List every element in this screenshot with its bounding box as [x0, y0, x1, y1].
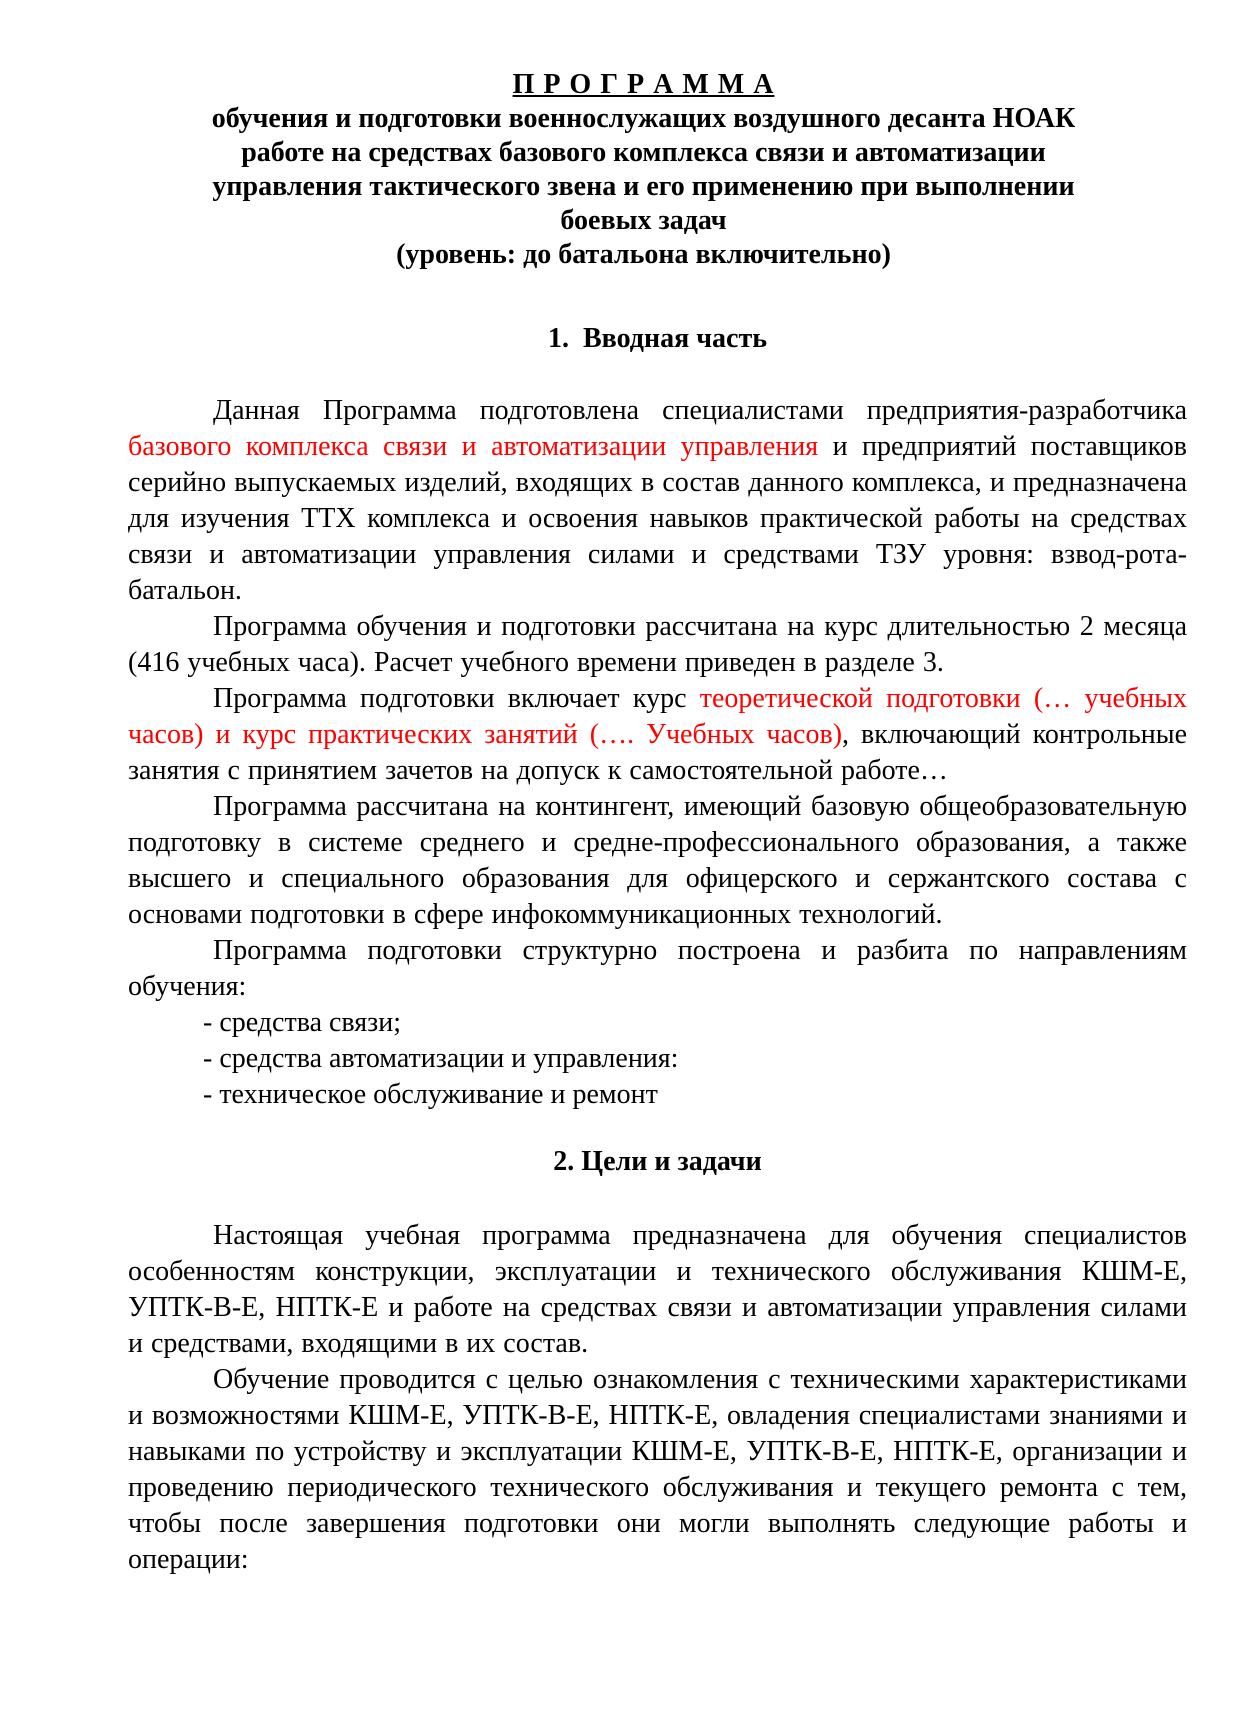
- list-item-automation: - средства автоматизации и управления:: [203, 1043, 679, 1074]
- text-segment: Программа подготовки включает курс: [213, 683, 700, 714]
- document-subtitle-line-5: (уровень: до батальона включительно): [396, 239, 891, 270]
- paragraph-course-duration: Программа обучения и подготовки рассчитана на курс длительностью 2 месяца (416 учебных часа). Расчет учебного времени приведен в разделе 3.: [128, 611, 1187, 678]
- document-title-text: П Р О Г Р А М М А: [512, 69, 775, 100]
- document-subtitle-line-4: боевых задач: [560, 205, 727, 236]
- document-title-block: [100, 68, 1187, 272]
- training-directions-list: [128, 1005, 1187, 1113]
- document-title: [100, 68, 1187, 102]
- list-item-maintenance: - техническое обслуживание и ремонт: [203, 1079, 658, 1110]
- document-subtitle-line-2: работе на средствах базового комплекса связи и автоматизации: [241, 137, 1046, 168]
- text-segment: , включающий контрольные занятия с принятием зачетов на допуск к самостоятельной работе…: [128, 719, 1188, 786]
- text-segment: и предприятий поставщиков серийно выпускаемых изделий, входящих в состав данного комплекса, и предназначена для изучения ТТХ комплекса и освоения навыков практической работы на средствах связи и автоматизации управления силами и средствами ТЗУ уровня: взвод-рота-батальон.: [128, 431, 1188, 606]
- paragraph-program-prepared: [128, 393, 1187, 609]
- section-2-heading: 2. Цели и задачи: [553, 1146, 762, 1177]
- red-text-segment: теоретической подготовки (… учебных часов) и курс практических занятий (…. Учебных часов): [128, 683, 1188, 750]
- section-1-heading: 1. Вводная часть: [547, 323, 768, 354]
- document-subtitle-line-1: обучения и подготовки военнослужащих воздушного десанта НОАК: [211, 103, 1076, 134]
- paragraph-course-contents: [128, 681, 1187, 789]
- paragraph-training-directions: Программа подготовки структурно построена и разбита по направлениям обучения:: [128, 935, 1187, 1002]
- paragraph-target-contingent: Программа рассчитана на контингент, имеющий базовую общеобразовательную подготовку в системе среднего и средне-профессионального образования, а также высшего и специального образования для офицерского и сержантского состава с основами подготовки в сфере инфокоммуникационных технологий.: [128, 791, 1187, 930]
- paragraph-program-purpose: Настоящая учебная программа предназначена для обучения специалистов особенностям конструкции, эксплуатации и технического обслуживания КШМ-Е, УПТК-В-Е, НПТК-Е и работе на средствах связи и автоматизации управления силами и средствами, входящими в их состав.: [128, 1220, 1187, 1359]
- document-subtitle-line-3: управления тактического звена и его применению при выполнении: [212, 171, 1075, 202]
- text-segment: Данная Программа подготовлена специалистами предприятия-разработчика: [213, 395, 1187, 426]
- red-text-segment: базового комплекса связи и автоматизации управления: [128, 431, 819, 462]
- paragraph-training-goal: Обучение проводится с целью ознакомления с техническими характеристиками и возможностями КШМ-Е, УПТК-В-Е, НПТК-Е, овладения специалистами знаниями и навыками по устройству и эксплуатации КШМ-Е, УПТК-В-Е, НПТК-Е, организации и проведению периодического технического обслуживания и текущего ремонта с тем, чтобы после завершения подготовки они могли выполнять следующие работы и операции:: [128, 1364, 1187, 1575]
- list-item-communications: - средства связи;: [203, 1007, 401, 1038]
